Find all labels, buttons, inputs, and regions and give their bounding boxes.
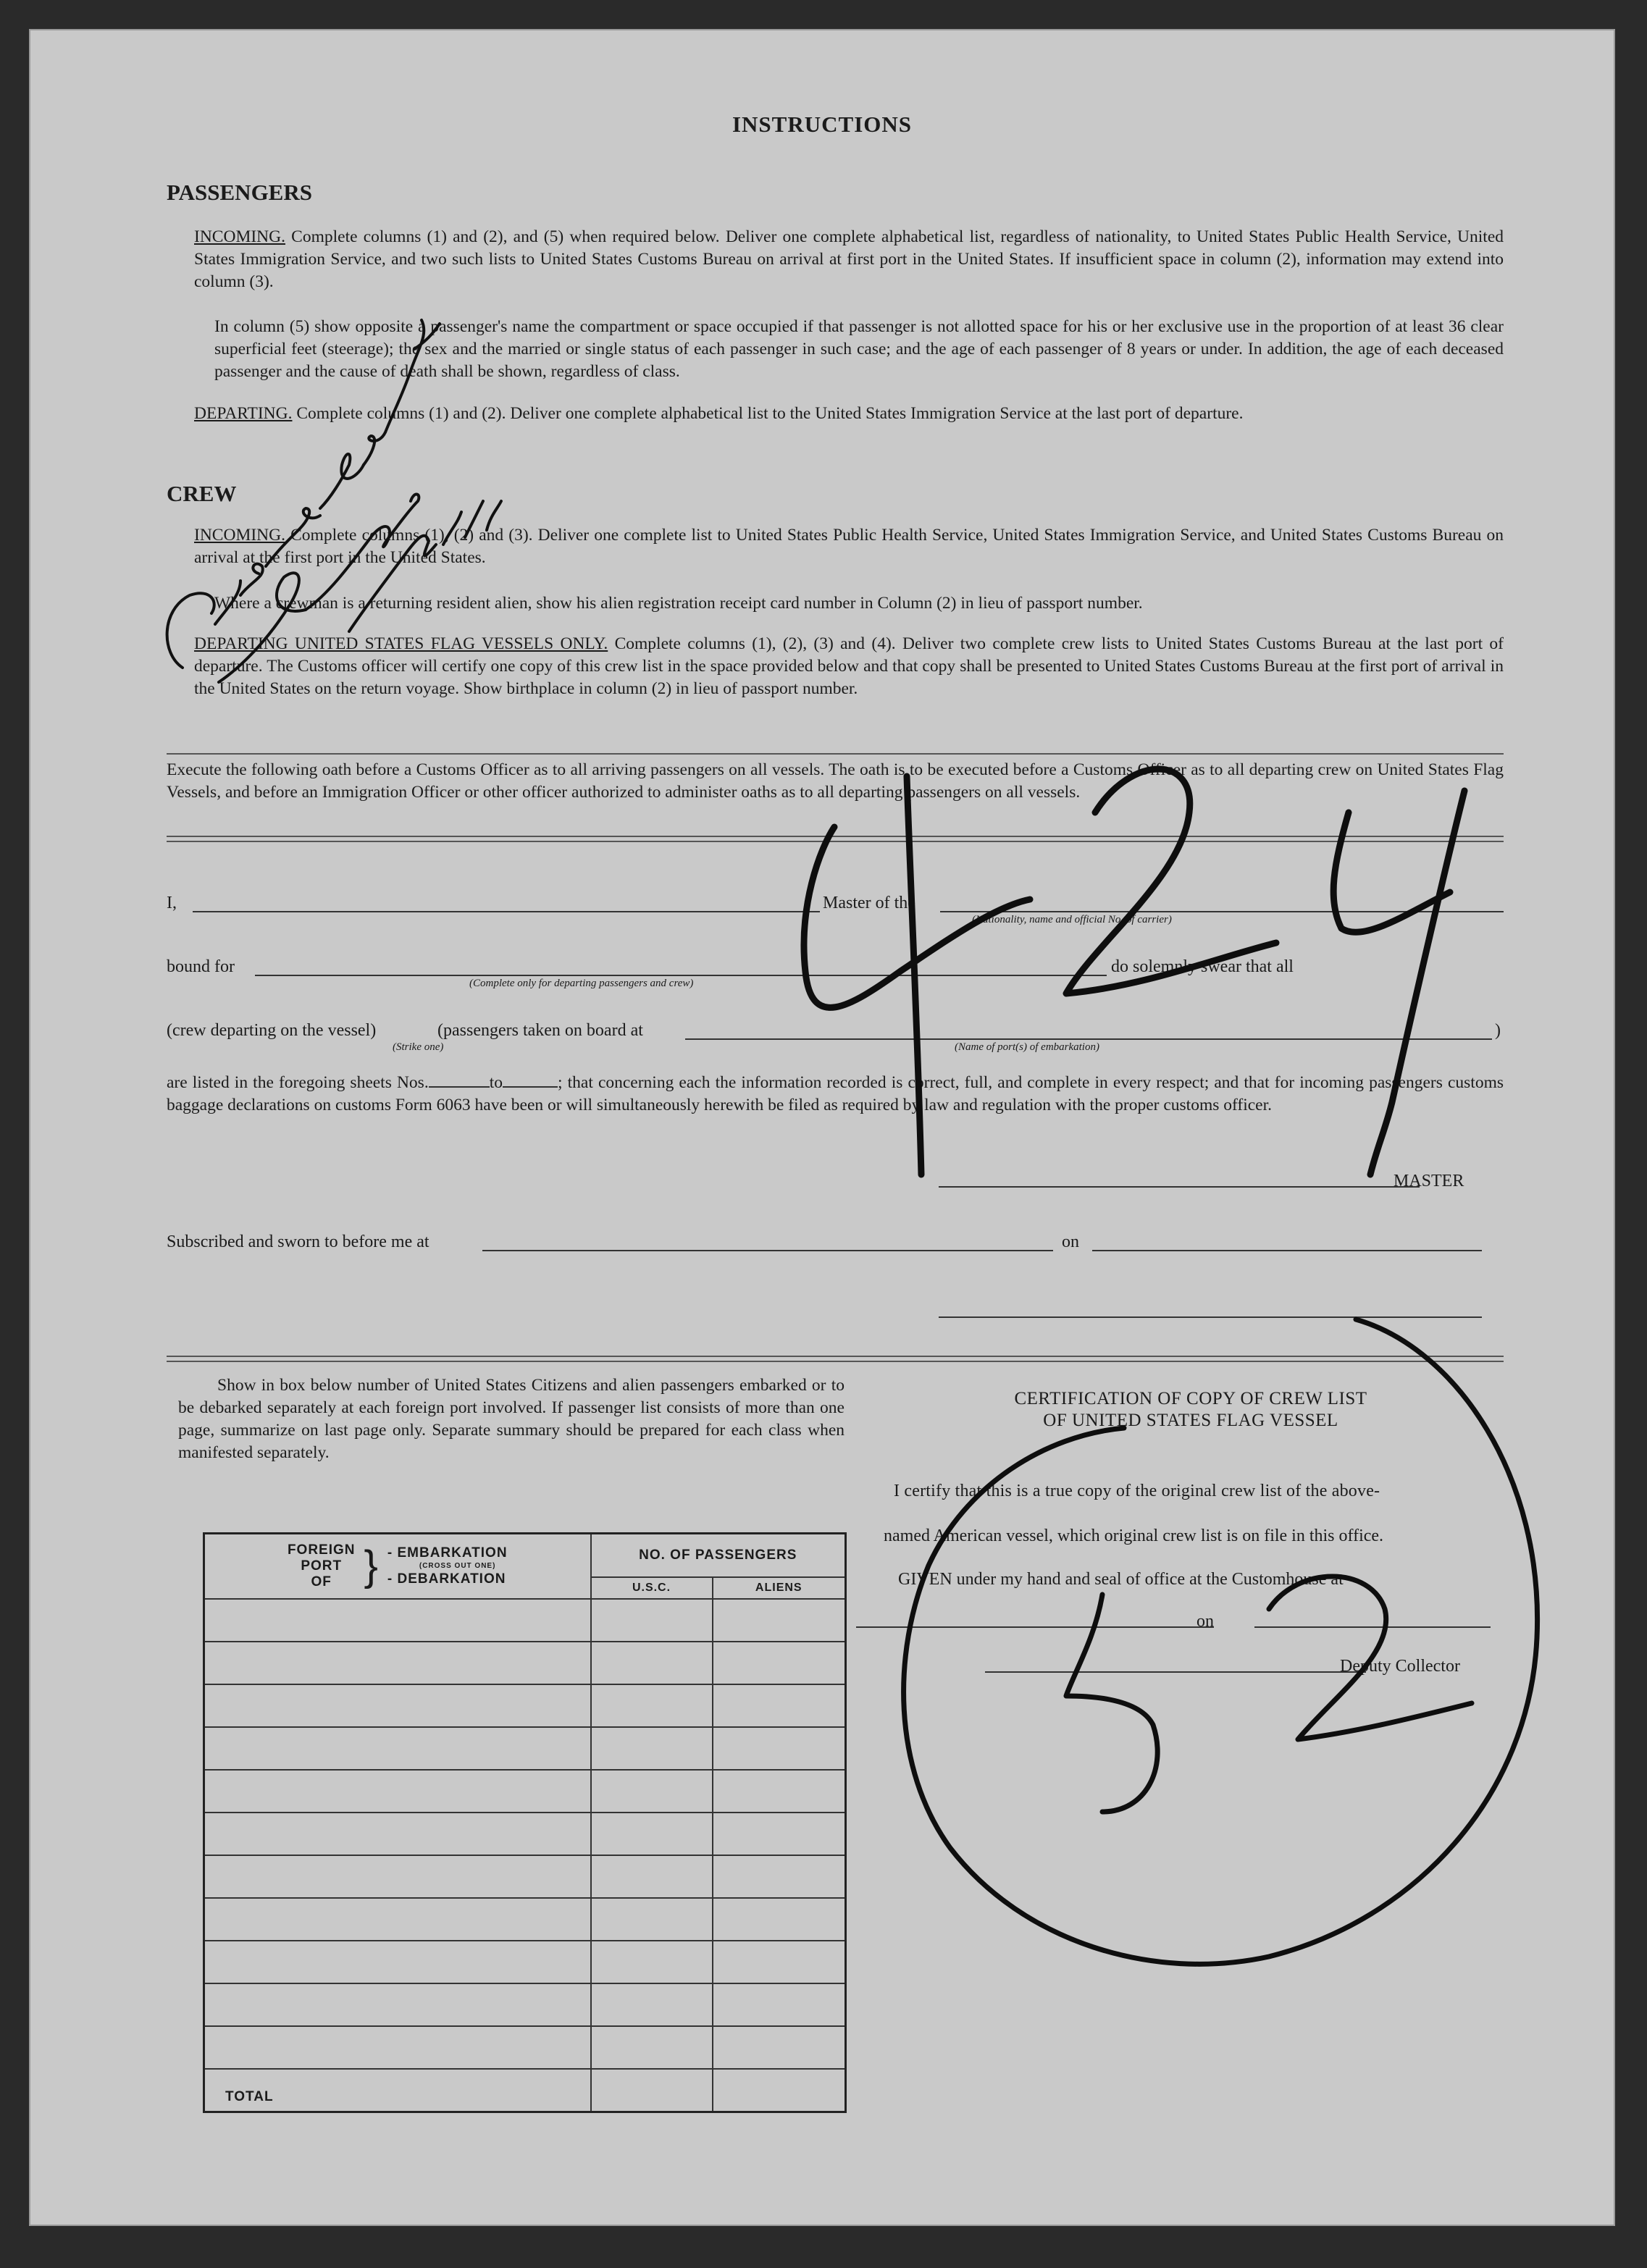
header-foreign: FOREIGN	[287, 1542, 356, 1558]
given-text: GIVEN under my hand and seal of office at the Customhouse at	[898, 1570, 1344, 1589]
aliens-header: ALIENS	[713, 1577, 846, 1599]
summary-row	[204, 1642, 846, 1684]
certify-text-1: I certify that this is a true copy of the original crew list of the above-	[894, 1482, 1380, 1500]
aliens-cell[interactable]	[713, 1727, 846, 1770]
usc-cell[interactable]	[591, 1727, 713, 1770]
master-name-line	[193, 911, 820, 912]
usc-cell[interactable]	[591, 1983, 713, 2026]
page-title: INSTRUCTIONS	[732, 112, 912, 137]
certification-title-1: CERTIFICATION OF COPY OF CREW LIST	[1014, 1389, 1367, 1408]
passengers-departing-paragraph	[194, 403, 1504, 425]
summary-row	[204, 2026, 846, 2069]
port-cell[interactable]	[204, 1898, 591, 1941]
passengers-column5-paragraph: In column (5) show opposite a passenger's name the compartment or space occupied if that passenger is not allotted space for his or her exclusive use in the proportion of at least 36 clear superficial feet (steerage); the sex and the married or single status of each passenger in such case; and the age of each passenger of 8 years or under. In addition, the age of each deceased passenger and the cause of death shall be shown, regardless of class.	[214, 317, 1504, 381]
port-cell[interactable]	[204, 1599, 591, 1642]
cert-date-line	[1254, 1626, 1491, 1628]
header-embarkation: - EMBARKATION	[387, 1545, 508, 1561]
port-caption: (Name of port(s) of embarkation)	[955, 1041, 1099, 1053]
port-cell[interactable]	[204, 1813, 591, 1855]
passengers-heading: PASSENGERS	[167, 180, 312, 205]
port-cell[interactable]	[204, 1983, 591, 2026]
total-aliens-cell[interactable]	[713, 2069, 846, 2112]
header-cross-out: (CROSS OUT ONE)	[419, 1561, 496, 1570]
port-cell[interactable]	[204, 1941, 591, 1983]
aliens-cell[interactable]	[713, 1642, 846, 1684]
summary-row	[204, 1941, 846, 1983]
summary-row	[204, 1770, 846, 1813]
crew-departing-text: Complete columns (1), (2), (3) and (4). Deliver two complete crew lists to United States Customs Bureau at the last port of departure. The Customs officer will certify one copy of this crew list in the space provided below and that copy shall be presented to United States Customs Bureau at the first port of arrival in the United States on the return voyage. Show birthplace in column (2) in lieu of passport number.	[194, 634, 1504, 698]
port-cell[interactable]	[204, 1684, 591, 1727]
listed-paragraph	[167, 1072, 1504, 1117]
brace-glyph: }	[364, 1542, 379, 1589]
crew-resident-paragraph: Where a crewman is a returning resident alien, show his alien registration receipt card number in Column (2) in lieu of passport number.	[214, 594, 1143, 613]
passenger-summary-table	[203, 1532, 847, 2113]
crew-incoming-text: Complete columns (1), (2) and (3). Deliver one complete list to United States Public Health Service, United States Immigration Service, and United States Customs Bureau on arrival at the first port in the United States.	[194, 526, 1504, 567]
master-of-label: Master of the	[823, 894, 915, 912]
deputy-signature-line	[985, 1671, 1366, 1673]
handwritten-sheet-number	[755, 668, 1551, 1218]
usc-cell[interactable]	[591, 1642, 713, 1684]
aliens-cell[interactable]	[713, 2026, 846, 2069]
passengers-incoming-paragraph	[194, 226, 1504, 293]
sheet-from-line	[429, 1086, 490, 1088]
crew-heading: CREW	[167, 481, 237, 506]
bound-for-line	[255, 975, 1107, 976]
certify-text-2: named American vessel, which original crew list is on file in this office.	[884, 1526, 1384, 1545]
subscribed-label: Subscribed and sworn to before me at	[167, 1232, 429, 1251]
summary-row	[204, 1813, 846, 1855]
usc-cell[interactable]	[591, 1813, 713, 1855]
port-cell[interactable]	[204, 1855, 591, 1898]
subscribed-place-line	[482, 1250, 1053, 1251]
subscribed-on-label: on	[1062, 1232, 1079, 1251]
passengers-incoming-label: INCOMING.	[194, 227, 285, 246]
usc-header: U.S.C.	[591, 1577, 713, 1599]
oath-intro: Execute the following oath before a Customs Officer as to all arriving passengers on all vessels. The oath is to be executed before a Customs Officer as to all departing crew on United States Flag Vessels, and before an Immigration Officer or other officer authorized to administer oaths as to all departing passengers on all vessels.	[167, 760, 1504, 802]
summary-row	[204, 1855, 846, 1898]
port-cell[interactable]	[204, 2026, 591, 2069]
listed-prefix: are listed in the foregoing sheets Nos.	[167, 1073, 429, 1092]
aliens-cell[interactable]	[713, 1941, 846, 1983]
port-cell[interactable]	[204, 1642, 591, 1684]
usc-cell[interactable]	[591, 1770, 713, 1813]
aliens-cell[interactable]	[713, 1599, 846, 1642]
carrier-caption: (Nationality, name and official No. of carrier)	[972, 914, 1172, 925]
usc-cell[interactable]	[591, 1599, 713, 1642]
customhouse-line	[856, 1626, 1214, 1628]
master-label: MASTER	[1394, 1172, 1464, 1190]
foreign-port-header	[204, 1534, 591, 1599]
passengers-departing-text: Complete columns (1) and (2). Deliver one complete alphabetical list to the United States Immigration Service at the last port of departure.	[296, 404, 1244, 423]
certification-title-2: OF UNITED STATES FLAG VESSEL	[1043, 1411, 1338, 1430]
swear-label: do solemnly swear that all	[1111, 957, 1294, 976]
bound-for-label: bound for	[167, 957, 235, 976]
aliens-cell[interactable]	[713, 1770, 846, 1813]
crew-incoming-label: INCOMING.	[194, 526, 285, 545]
crew-departing-option: (crew departing on the vessel)	[167, 1021, 377, 1040]
officer-signature-line	[939, 1316, 1482, 1318]
bound-caption: (Complete only for departing passengers and crew)	[469, 978, 694, 989]
aliens-cell[interactable]	[713, 1855, 846, 1898]
close-paren: )	[1495, 1021, 1501, 1040]
master-signature-line	[939, 1186, 1420, 1188]
deputy-collector-label: Deputy Collector	[1340, 1657, 1460, 1676]
summary-row	[204, 1898, 846, 1941]
subscribed-date-line	[1092, 1250, 1482, 1251]
crew-departing-label: DEPARTING UNITED STATES FLAG VESSELS ONLY.	[194, 634, 608, 653]
strike-caption: (Strike one)	[393, 1041, 444, 1053]
oath-bottom-divider	[167, 1356, 1504, 1362]
oath-top-divider	[167, 836, 1504, 842]
section-divider	[167, 753, 1504, 755]
aliens-cell[interactable]	[713, 1684, 846, 1727]
crew-incoming-paragraph	[194, 524, 1504, 569]
carrier-line	[940, 911, 1504, 912]
usc-cell[interactable]	[591, 1941, 713, 1983]
header-of: OF	[311, 1574, 332, 1589]
summary-row	[204, 1684, 846, 1727]
no-passengers-header: NO. OF PASSENGERS	[591, 1534, 846, 1577]
passengers-taken-option: (passengers taken on board at	[437, 1021, 643, 1040]
port-cell[interactable]	[204, 1727, 591, 1770]
passengers-incoming-text: Complete columns (1) and (2), and (5) when required below. Deliver one complete alphabetical list, regardless of nationality, to United States Public Health Service, United States Immigration Service, and two such lists to United States Customs Bureau on arrival at first port in the United States. If insufficient space in column (2), information may extend into column (3).	[194, 227, 1504, 291]
crew-departing-paragraph	[194, 633, 1504, 700]
usc-cell[interactable]	[591, 1855, 713, 1898]
summary-instructions: Show in box below number of United States Citizens and alien passengers embarked or to be debarked separately at each foreign port involved. If passenger list consists of more than one page, summarize on last page only. Separate summary should be prepared for each class when manifested separately.	[178, 1376, 845, 1462]
document-page	[29, 29, 1615, 2226]
total-label: TOTAL	[204, 2069, 591, 2112]
listed-to: to	[489, 1073, 503, 1092]
cert-on-label: on	[1197, 1612, 1214, 1631]
usc-cell[interactable]	[591, 2026, 713, 2069]
listed-text: ; that concerning each the information recorded is correct, full, and complete in every respect; and that for incoming passengers customs baggage declarations on customs Form 6063 have been or will simultaneously herewith be filed as required by law and regulation with the proper customs officer.	[167, 1073, 1504, 1114]
oath-i-label: I,	[167, 894, 177, 912]
header-debarkation: - DEBARKATION	[387, 1571, 506, 1587]
aliens-cell[interactable]	[713, 1813, 846, 1855]
port-cell[interactable]	[204, 1770, 591, 1813]
sheet-to-line	[503, 1086, 558, 1088]
total-usc-cell[interactable]	[591, 2069, 713, 2112]
summary-row	[204, 1599, 846, 1642]
embarkation-port-line	[685, 1038, 1492, 1040]
summary-row	[204, 1727, 846, 1770]
usc-cell[interactable]	[591, 1898, 713, 1941]
aliens-cell[interactable]	[713, 1898, 846, 1941]
header-port: PORT	[301, 1558, 343, 1574]
usc-cell[interactable]	[591, 1684, 713, 1727]
summary-row	[204, 1983, 846, 2026]
passengers-departing-label: DEPARTING.	[194, 404, 293, 423]
aliens-cell[interactable]	[713, 1983, 846, 2026]
